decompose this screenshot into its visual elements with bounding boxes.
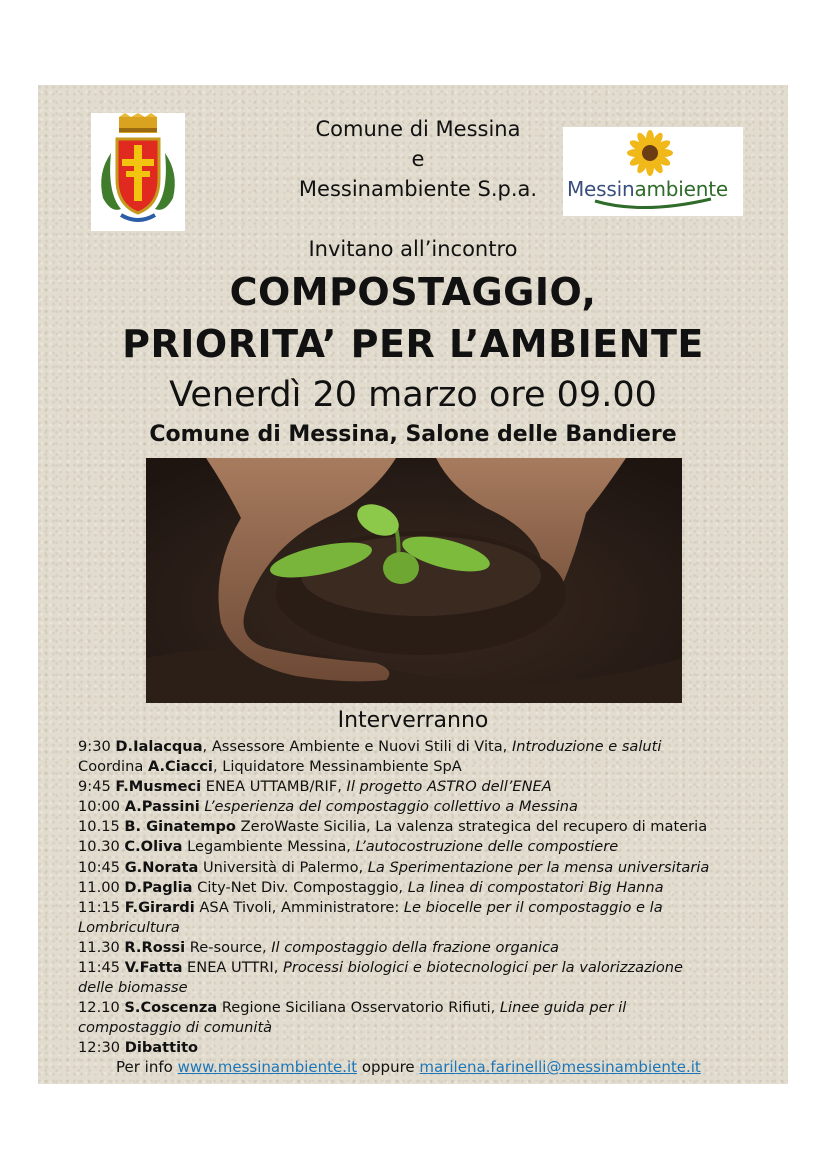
program-row — [78, 1038, 778, 1058]
program-row — [78, 777, 778, 797]
speaker-detail: ENEA UTTAMB/RIF, — [201, 778, 347, 796]
program-time: 11.00 — [78, 878, 120, 896]
website-link[interactable]: www.messinambiente.it — [177, 1058, 358, 1076]
program-time: 11.30 — [78, 938, 120, 956]
event-venue: Comune di Messina, Salone delle Bandiere — [149, 422, 677, 447]
talk-topic-continued: Lombricultura — [78, 918, 180, 936]
program-time: 12.10 — [78, 999, 120, 1017]
speaker-detail: Re-source, — [185, 938, 272, 956]
program-row — [78, 757, 778, 777]
speaker-detail: ZeroWaste Sicilia, La valenza strategica del recupero di materia — [235, 818, 708, 836]
program-time: 11:15 — [78, 898, 121, 916]
program-row-continuation — [78, 978, 778, 998]
talk-topic-continued: compostaggio di comunità — [78, 1019, 273, 1037]
program-row — [78, 898, 778, 918]
event-title-line-1: COMPOSTAGGIO, — [229, 270, 597, 314]
header-line-2: e — [411, 147, 425, 171]
program-time: 11:45 — [78, 959, 121, 977]
info-middle: oppure — [357, 1058, 420, 1076]
header-line-1: Comune di Messina — [315, 117, 521, 141]
talk-topic: Introduzione e saluti — [511, 738, 662, 755]
speaker-name: B. Ginatempo — [124, 818, 236, 836]
speaker-detail: City-Net Div. Compostaggio, — [192, 878, 408, 896]
program-time: 10:00 — [78, 798, 121, 816]
email-link[interactable]: marilena.farinelli@messinambiente.it — [419, 1058, 701, 1076]
program-time: 10:45 — [78, 858, 121, 876]
speaker-name: R.Rossi — [124, 938, 186, 956]
speaker-detail: Regione Siciliana Osservatorio Rifiuti, — [217, 999, 500, 1017]
program-row — [78, 938, 778, 958]
talk-topic: Il progetto ASTRO dell’ENEA — [346, 778, 552, 796]
program-time: 10.30 — [78, 838, 120, 856]
invite-text: Invitano all’incontro — [308, 237, 518, 261]
speaker-name: C.Oliva — [124, 838, 183, 856]
header-line-3: Messinambiente S.p.a. — [298, 177, 538, 201]
program-row — [78, 837, 778, 857]
program-time: 9:30 — [78, 738, 111, 755]
talk-topic: Il compostaggio della frazione organica — [271, 938, 559, 956]
speaker-name: F.Girardi — [124, 898, 195, 916]
talk-topic: La linea di compostatori Big Hanna — [407, 878, 664, 896]
logo-wordmark: Messinambiente — [567, 177, 728, 201]
speaker-detail: Legambiente Messina, — [182, 838, 356, 856]
program-time: Coordina — [78, 758, 148, 776]
program-row — [78, 858, 778, 878]
speakers-heading: Interverranno — [337, 708, 489, 733]
program-row — [78, 797, 778, 817]
program-row-continuation — [78, 1018, 778, 1038]
program-row — [78, 817, 778, 837]
speaker-detail: Università di Palermo, — [198, 858, 368, 876]
program-row — [78, 958, 778, 978]
speaker-name: A.Passini — [124, 798, 200, 816]
speaker-name: G.Norata — [124, 858, 199, 876]
program-row — [78, 737, 778, 757]
speaker-name: A.Ciacci — [147, 758, 213, 776]
program-list — [78, 737, 778, 1059]
info-line — [116, 1058, 701, 1076]
program-row — [78, 878, 778, 898]
event-title-line-2: PRIORITA’ PER L’AMBIENTE — [122, 322, 704, 366]
hands-soil-seedling-photo — [146, 458, 682, 703]
poster — [38, 85, 788, 1084]
talk-topic: L’autocostruzione delle compostiere — [355, 838, 619, 856]
talk-topic: La Sperimentazione per la mensa universitaria — [367, 858, 710, 876]
speaker-detail: , Assessore Ambiente e Nuovi Stili di Vita, — [202, 738, 512, 755]
event-date: Venerdì 20 marzo ore 09.00 — [169, 375, 657, 415]
talk-topic: Le biocelle per il compostaggio e la — [403, 898, 663, 916]
talk-topic-continued: delle biomasse — [78, 979, 188, 997]
talk-topic: Linee guida per il — [499, 999, 627, 1017]
speaker-name: D.Paglia — [124, 878, 193, 896]
speaker-name: S.Coscenza — [124, 999, 218, 1017]
speaker-name: V.Fatta — [124, 959, 183, 977]
messinambiente-logo — [563, 127, 743, 216]
program-time: 9:45 — [78, 778, 111, 796]
speaker-name: D.Ialacqua — [115, 738, 203, 755]
speaker-name: Dibattito — [124, 1039, 199, 1057]
talk-topic: Processi biologici e biotecnologici per la valorizzazione — [283, 959, 683, 977]
talk-topic: L’esperienza del compostaggio collettivo a Messina — [204, 798, 578, 816]
program-time: 12:30 — [78, 1039, 121, 1057]
speaker-name: F.Musmeci — [115, 778, 202, 796]
program-row — [78, 998, 778, 1018]
program-time: 10.15 — [78, 818, 120, 836]
speaker-detail: ASA Tivoli, Amministratore: — [194, 898, 404, 916]
speaker-detail: ENEA UTTRI, — [182, 959, 284, 977]
info-prefix: Per info — [116, 1058, 178, 1076]
speaker-detail: , Liquidatore Messinambiente SpA — [212, 758, 462, 776]
comune-crest-logo — [91, 113, 185, 231]
program-row-continuation — [78, 918, 778, 938]
